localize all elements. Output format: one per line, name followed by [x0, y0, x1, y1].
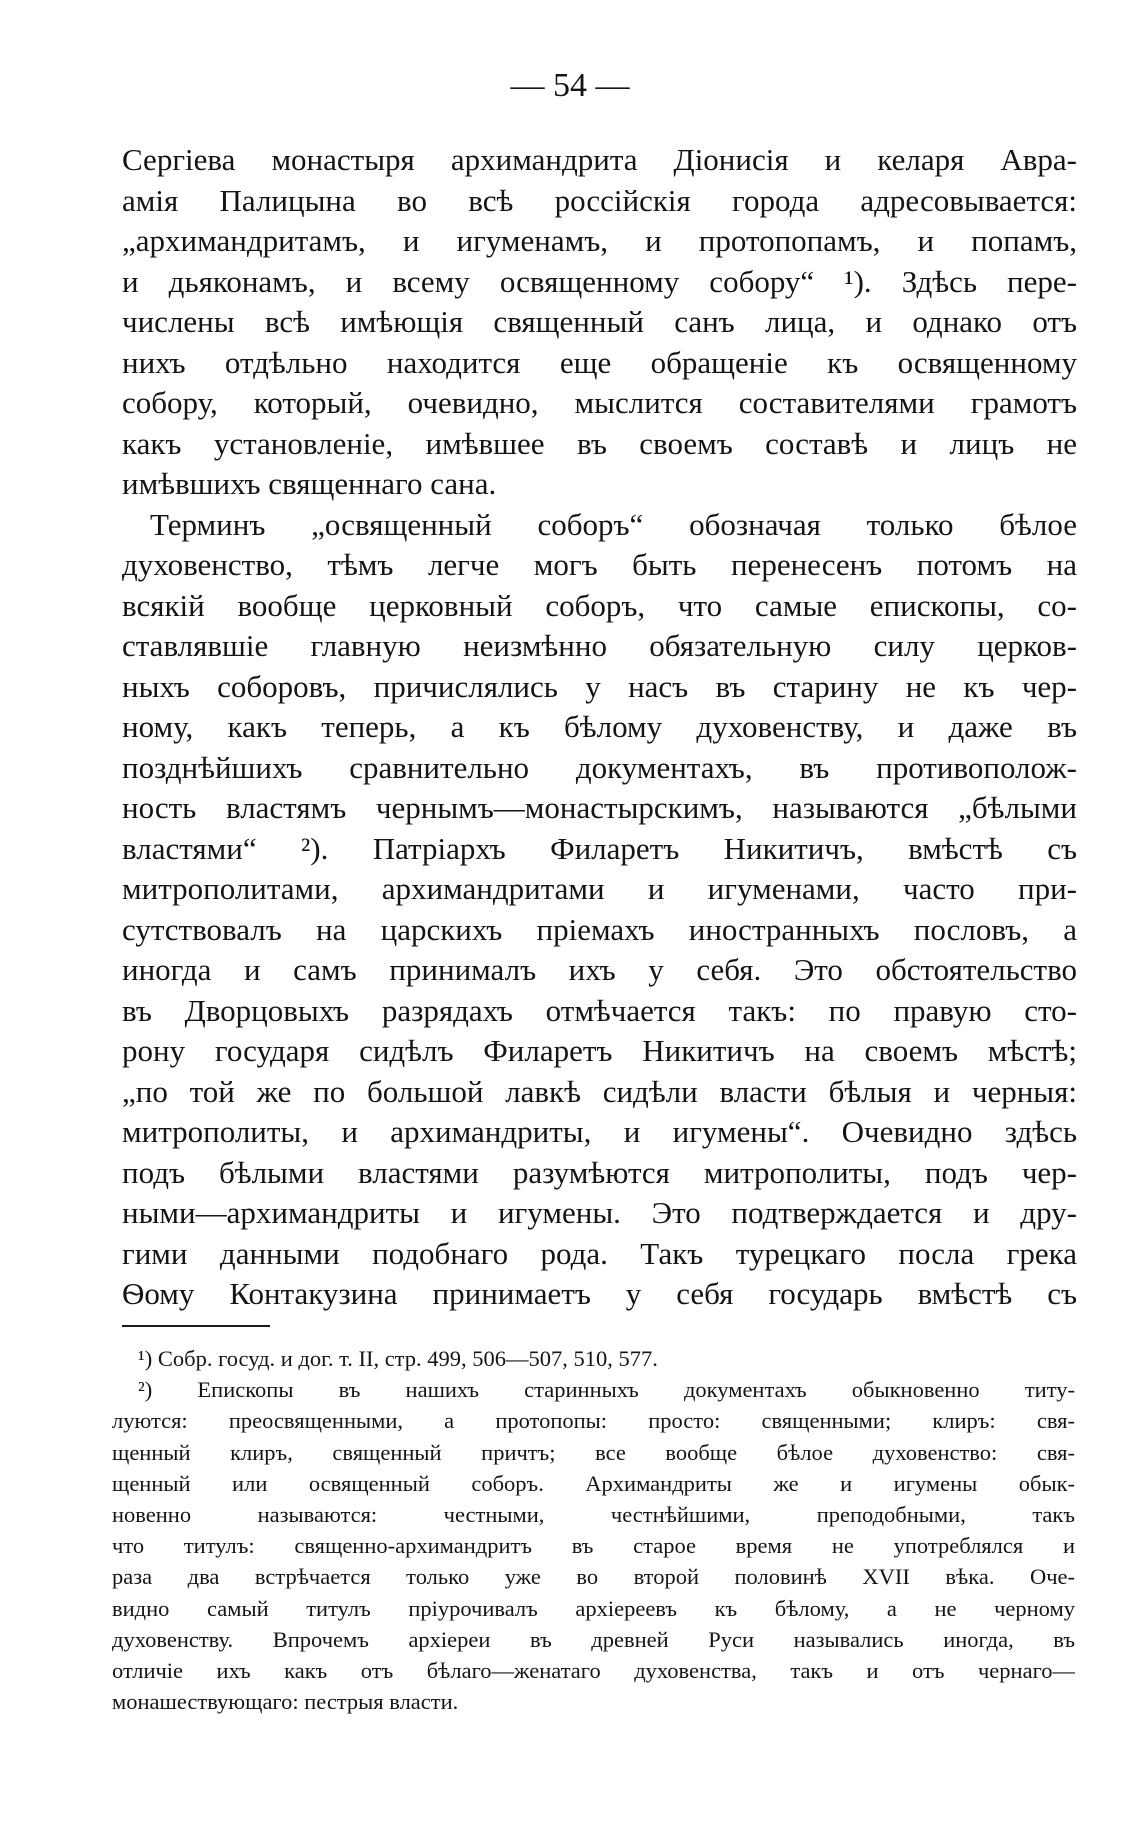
text-line: „архимандритамъ, и игуменамъ, и протопопамъ, и попамъ, [122, 223, 1077, 258]
footnotes [112, 1343, 1075, 1717]
text-line: гими данными подобнаго рода. Такъ турецкаго посла грека [122, 1235, 1077, 1271]
footnote-line: духовенству. Впрочемъ архіереи въ древней Руси назывались иногда, въ [112, 1626, 1075, 1652]
footnote-2: ²) Епископы въ нашихъ старинныхъ документахъ обыкновенно титу- [138, 1377, 1075, 1403]
text-line: амія Палицына во всѣ россійскія города адресовывается: [122, 182, 1077, 218]
text-line: какъ установленіе, имѣвшее въ своемъ составѣ и лицъ не [122, 425, 1077, 461]
text-line: ному, какъ теперь, а къ бѣлому духовенству, и даже въ [122, 709, 1077, 744]
text-line: сутствовалъ на царскихъ пріемахъ иностранныхъ пословъ, а [122, 911, 1077, 947]
footnote-1: ¹) Собр. госуд. и дог. т. II, стр. 499, 506—507, 510, 577. [138, 1346, 658, 1371]
text-line: имѣвшихъ священнаго сана. [122, 466, 497, 501]
text-line: властями“ ²). Патріархъ Филаретъ Никитичъ, вмѣстѣ съ [122, 830, 1077, 866]
footnote-line: луются: преосвященными, а протопопы: просто: священными; клиръ: свя- [112, 1408, 1075, 1434]
footnote-line: видно самый титулъ пріурочивалъ архіереевъ къ бѣлому, а не черному [112, 1595, 1075, 1621]
footnote-line: щенный клиръ, священный причтъ; все вообще бѣлое духовенство: свя- [112, 1439, 1075, 1465]
text-line: „по той же по большой лавкѣ сидѣли власти бѣлыя и черныя: [122, 1073, 1077, 1109]
footnote-line: щенный или освященный соборъ. Архимандриты же и игумены обык- [112, 1470, 1075, 1496]
text-line: всякій вообще церковный соборъ, что самые епископы, со- [122, 587, 1077, 623]
text-line: ность властямъ чернымъ—монастырскимъ, называются „бѣлыми [122, 790, 1077, 825]
text-line: Сергіева монастыря архимандрита Діонисія и келаря Авра- [122, 142, 1077, 177]
text-line: митрополиты, и архимандриты, и игумены“. Очевидно здѣсь [122, 1114, 1077, 1149]
text-line: подъ бѣлыми властями разумѣются митрополиты, подъ чер- [122, 1154, 1077, 1190]
text-line: митрополитами, архимандритами и игуменами, часто при- [122, 871, 1077, 906]
text-line: ставлявшіе главную неизмѣнно обязательную силу церков- [122, 628, 1077, 663]
footnote-divider [122, 1325, 270, 1327]
paragraph-start-line: Терминъ „освященный соборъ“ обозначая только бѣлое [150, 506, 1077, 542]
text-line: въ Дворцовыхъ разрядахъ отмѣчается такъ: по правую сто- [122, 992, 1077, 1028]
text-line: Ѳому Контакузина принимаетъ у себя государь вмѣстѣ съ [122, 1276, 1077, 1311]
text-line: собору, который, очевидно, мыслится составителями грамотъ [122, 385, 1077, 420]
text-line: ныхъ соборовъ, причислялись у насъ въ старину не къ чер- [122, 668, 1077, 704]
text-line: иногда и самъ принималъ ихъ у себя. Это обстоятельство [122, 952, 1077, 987]
text-line: позднѣйшихъ сравнительно документахъ, въ противополож- [122, 749, 1077, 785]
text-line: нихъ отдѣльно находится еще обращеніе къ освященному [122, 344, 1077, 380]
text-line: духовенство, тѣмъ легче могъ быть перенесенъ потомъ на [122, 547, 1077, 582]
text-line: и дьяконамъ, и всему освященному собору“ ¹). Здѣсь пере- [122, 263, 1077, 299]
main-text [122, 140, 1077, 1315]
footnote-line: отличіе ихъ какъ отъ бѣлаго—женатаго духовенства, такъ и отъ чернаго— [112, 1657, 1075, 1683]
text-line: рону государя сидѣлъ Филаретъ Никитичъ на своемъ мѣстѣ; [122, 1033, 1077, 1068]
text-line: ными—архимандриты и игумены. Это подтверждается и дру- [122, 1195, 1077, 1230]
footnote-line: раза два встрѣчается только уже во второй половинѣ XVII вѣка. Оче- [112, 1564, 1075, 1590]
page-number: — 54 — [510, 67, 630, 104]
footnote-line: что титулъ: священно-архимандритъ въ старое время не употреблялся и [112, 1533, 1075, 1559]
footnote-line: монашествующаго: пестрыя власти. [112, 1689, 459, 1715]
text-line: числены всѣ имѣющія священный санъ лица, и однако отъ [122, 304, 1077, 339]
footnote-line: новенно называются: честными, честнѣйшими, преподобными, такъ [112, 1501, 1075, 1527]
